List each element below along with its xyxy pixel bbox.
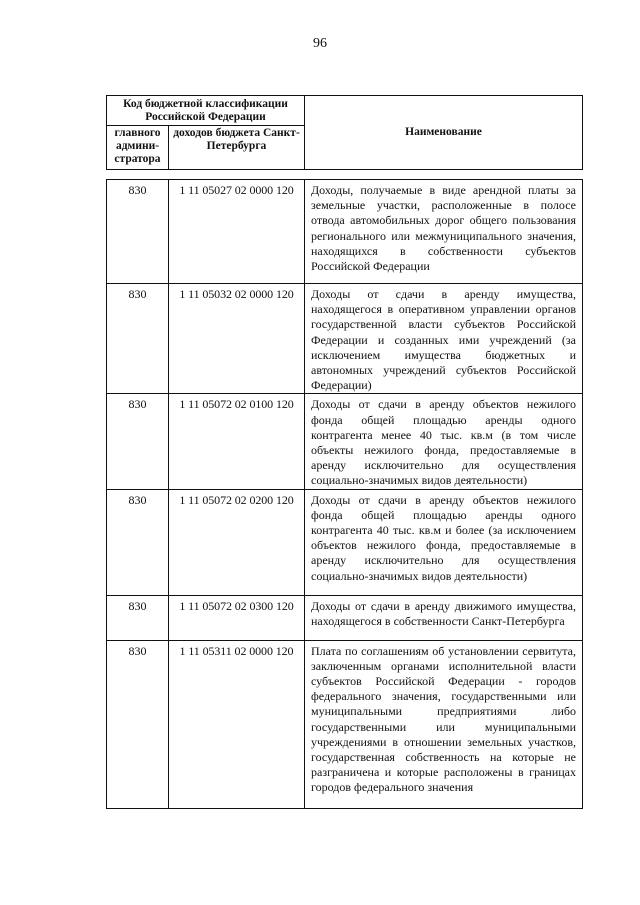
income-code: 1 11 05027 02 0000 120 — [169, 180, 305, 284]
income-code: 1 11 05032 02 0000 120 — [169, 284, 305, 394]
table-row — [107, 489, 583, 595]
income-name: Доходы от сдачи в аренду движимого имущества, находящегося в собственности Санкт-Петербурга — [305, 595, 583, 640]
income-name: Доходы от сдачи в аренду имущества, находящегося в оперативном управлении органов государственной власти субъектов Российской Федерации и созданных ими учреждений (за исключением имущества бюджетных и автономных учреждений субъектов Российской Федерации) — [305, 284, 583, 394]
kbk-title: Код бюджетной классификации Российской Федерации — [107, 96, 305, 126]
name-column-header: Наименование — [305, 96, 583, 170]
income-name: Доходы от сдачи в аренду объектов нежилого фонда общей площадью аренды одного контрагента менее 40 тыс. кв.м (в том числе объекты нежилого фонда, предоставляемые в аренду исключительно для осуществления социально-значимых видов деятельности) — [305, 394, 583, 489]
table-row — [107, 180, 583, 284]
table-row — [107, 640, 583, 808]
table-row — [107, 284, 583, 394]
income-name: Плата по соглашениям об установлении сервитута, заключенным органами исполнительной власти субъектов Российской Федерации - городов федерального значения, государственными или муниципальными предприятиями либо государственными или муниципальными учреждениями в отношении земельных участков, государственная собственность на которые не разграничена и которые расположены в границах городов федерального значения — [305, 640, 583, 808]
income-table — [106, 179, 583, 809]
table-header — [106, 95, 583, 170]
admin-code: 830 — [107, 180, 169, 284]
income-code: 1 11 05072 02 0300 120 — [169, 595, 305, 640]
admin-code: 830 — [107, 489, 169, 595]
table-row — [107, 394, 583, 489]
admin-column-header: главного админи-стратора — [107, 126, 169, 170]
income-column-header: доходов бюджета Санкт-Петербурга — [169, 126, 305, 170]
admin-code: 830 — [107, 595, 169, 640]
admin-code: 830 — [107, 394, 169, 489]
income-name: Доходы от сдачи в аренду объектов нежилого фонда общей площадью аренды одного контрагента 40 тыс. кв.м и более (за исключением объектов нежилого фонда, предоставляемые в аренду исключительно для осуществления социально-значимых видов деятельности) — [305, 489, 583, 595]
income-name: Доходы, получаемые в виде арендной платы за земельные участки, расположенные в полосе отвода автомобильных дорог общего пользования регионального или межмуниципального значения, находящихся в собственности субъектов Российской Федерации — [305, 180, 583, 284]
admin-code: 830 — [107, 640, 169, 808]
income-code: 1 11 05072 02 0100 120 — [169, 394, 305, 489]
income-code: 1 11 05311 02 0000 120 — [169, 640, 305, 808]
table-row — [107, 595, 583, 640]
income-code: 1 11 05072 02 0200 120 — [169, 489, 305, 595]
page-number: 96 — [313, 36, 327, 51]
admin-code: 830 — [107, 284, 169, 394]
